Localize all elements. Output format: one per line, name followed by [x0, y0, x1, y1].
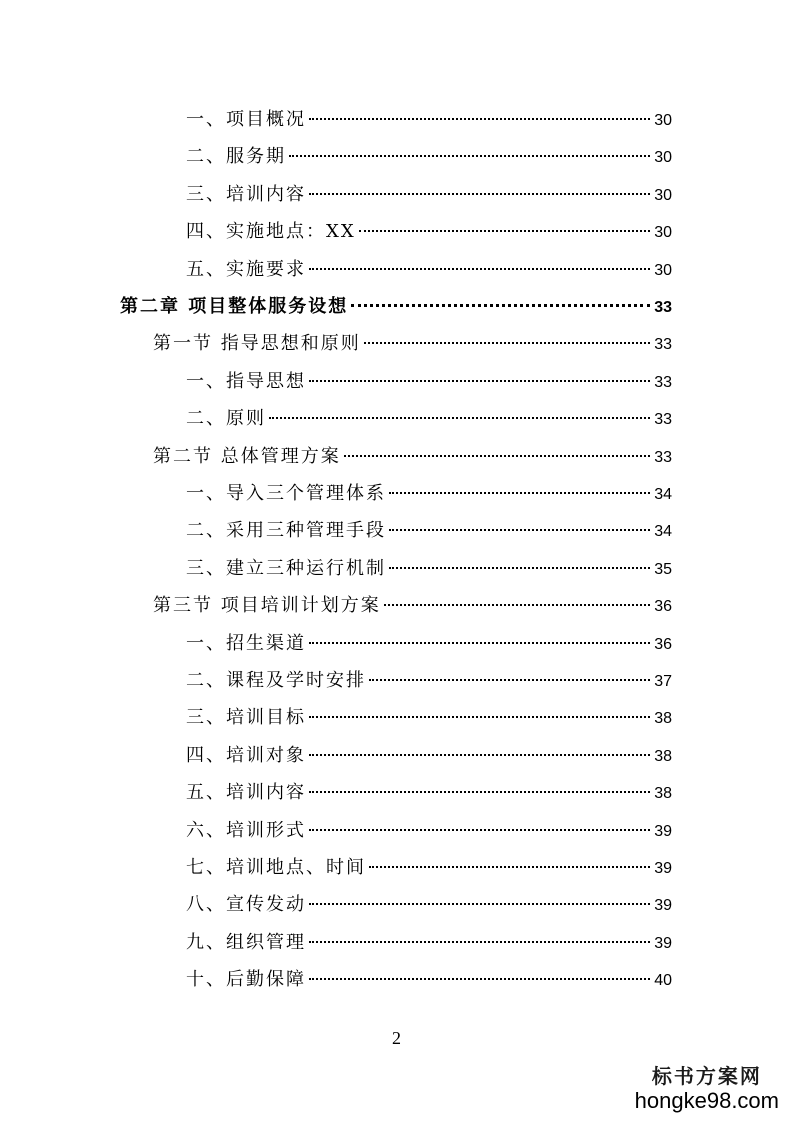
toc-leader-dots: [359, 230, 651, 232]
toc-entry-page: 33: [654, 448, 672, 466]
toc-entry[interactable]: [186, 554, 672, 584]
toc-entry[interactable]: [186, 629, 672, 659]
toc-leader-dots: [344, 455, 650, 457]
toc-entry-label: 九、组织管理: [186, 931, 306, 953]
toc-entry-label: 一、项目概况: [186, 109, 306, 130]
toc-leader-dots: [289, 155, 650, 157]
toc-entry[interactable]: [186, 666, 672, 696]
toc-entry-page: 39: [654, 822, 672, 840]
toc-entry-page: 39: [654, 934, 672, 952]
toc-entry-page: 38: [654, 710, 672, 728]
toc-entry-label: 二、原则: [186, 408, 266, 430]
toc-entry-page: 30: [654, 224, 672, 242]
toc-entry-label: 五、实施要求: [186, 258, 306, 280]
toc-entry-label: 二、服务期: [186, 146, 286, 168]
toc-leader-dots: [309, 791, 650, 793]
toc-entry[interactable]: [186, 142, 672, 172]
toc-entry[interactable]: [186, 105, 672, 135]
toc-leader-dots: [384, 604, 650, 606]
toc-entry-page: 38: [654, 747, 672, 765]
toc-entry[interactable]: [186, 367, 672, 397]
watermark-name: 标书方案网: [651, 1064, 762, 1088]
toc-entry[interactable]: [186, 778, 672, 808]
toc-entry-label: 六、培训形式: [186, 819, 306, 841]
toc-leader-dots: [389, 529, 650, 531]
toc-leader-dots: [309, 829, 650, 831]
toc-leader-dots: [309, 193, 650, 195]
toc-leader-dots: [369, 679, 650, 681]
toc-leader-dots: [309, 716, 650, 718]
watermark-url: hongke98.com: [634, 1088, 779, 1113]
toc-leader-dots: [309, 903, 650, 905]
toc-entry[interactable]: [186, 928, 672, 958]
toc-entry[interactable]: [186, 180, 672, 210]
toc-entry-label: 第三节 项目培训计划方案: [153, 595, 381, 617]
toc-entry[interactable]: [186, 479, 672, 509]
toc-entry-label: 二、采用三种管理手段: [186, 520, 386, 542]
toc-entry-page: 40: [654, 972, 672, 990]
toc-entry-label: 五、培训内容: [186, 782, 306, 804]
toc-entry-page: 33: [654, 336, 672, 354]
page-number: 2: [392, 1028, 401, 1048]
toc-entry-label: 四、实施地点：XX: [186, 221, 356, 243]
toc-leader-dots: [309, 978, 650, 980]
toc-entry-label: 四、培训对象: [186, 744, 306, 766]
toc-entry-page: 35: [654, 560, 672, 578]
toc-entry-page: 30: [654, 261, 672, 279]
toc-entry-label: 七、培训地点、时间: [186, 857, 366, 878]
toc-entry-page: 39: [654, 860, 672, 877]
toc-entry-page: 34: [654, 523, 672, 541]
toc-entry-page: 37: [654, 673, 672, 690]
toc-entry-label: 八、宣传发动: [186, 894, 306, 916]
toc-leader-dots: [389, 492, 650, 494]
toc-section-entry[interactable]: [153, 442, 672, 472]
toc-entry[interactable]: [186, 404, 672, 434]
toc-leader-dots: [369, 866, 650, 868]
toc-entry-label: 三、培训内容: [186, 183, 306, 205]
toc-entry[interactable]: [186, 890, 672, 920]
toc-entry-label: 三、培训目标: [186, 707, 306, 729]
toc-entry-page: 30: [654, 186, 672, 204]
toc-entry-page: 33: [654, 299, 672, 316]
toc-leader-dots: [309, 118, 650, 120]
toc-entry-page: 30: [654, 112, 672, 129]
toc-entry-label: 一、招生渠道: [186, 632, 306, 654]
toc-entry-page: 33: [654, 373, 672, 391]
toc-entry[interactable]: [186, 703, 672, 733]
toc-entry-label: 第二章 项目整体服务设想: [120, 296, 349, 317]
toc-entry-page: 36: [654, 598, 672, 616]
toc-entry-page: 39: [654, 897, 672, 915]
toc-entry[interactable]: [186, 516, 672, 546]
toc-leader-dots: [309, 642, 650, 644]
toc-entry-label: 十、后勤保障: [186, 969, 306, 991]
toc-leader-dots: [364, 342, 650, 344]
toc-entry-page: 36: [654, 635, 672, 653]
toc-entry[interactable]: [186, 965, 672, 995]
toc-entry-page: 33: [654, 411, 672, 429]
toc-leader-dots: [309, 380, 650, 382]
toc-entry-page: 38: [654, 785, 672, 803]
toc-leader-dots: [309, 268, 650, 270]
toc-entry-label: 第二节 总体管理方案: [153, 445, 341, 467]
toc-section-entry[interactable]: [153, 329, 672, 359]
toc-entry-label: 三、建立三种运行机制: [186, 557, 386, 579]
toc-entry-label: 一、指导思想: [186, 370, 306, 392]
toc-section-entry[interactable]: [153, 591, 672, 621]
toc-chapter-entry[interactable]: [120, 292, 672, 322]
watermark-logo: [635, 1064, 779, 1114]
toc-leader-dots: [309, 941, 650, 943]
toc-entry[interactable]: [186, 741, 672, 771]
toc-leader-dots: [309, 754, 650, 756]
toc-entry-page: 30: [654, 149, 672, 167]
toc-entry-page: 34: [654, 486, 672, 503]
toc-entry[interactable]: [186, 255, 672, 285]
toc-entry-label: 二、课程及学时安排: [186, 670, 366, 691]
toc-entry-label: 第一节 指导思想和原则: [153, 333, 361, 355]
toc-entry[interactable]: [186, 853, 672, 883]
toc-entry[interactable]: [186, 816, 672, 846]
toc-entry[interactable]: [186, 217, 672, 247]
toc-leader-dots: [389, 567, 650, 569]
toc-leader-dots: [269, 417, 650, 419]
toc-leader-dots: [351, 304, 650, 307]
toc-entry-label: 一、导入三个管理体系: [186, 483, 386, 504]
